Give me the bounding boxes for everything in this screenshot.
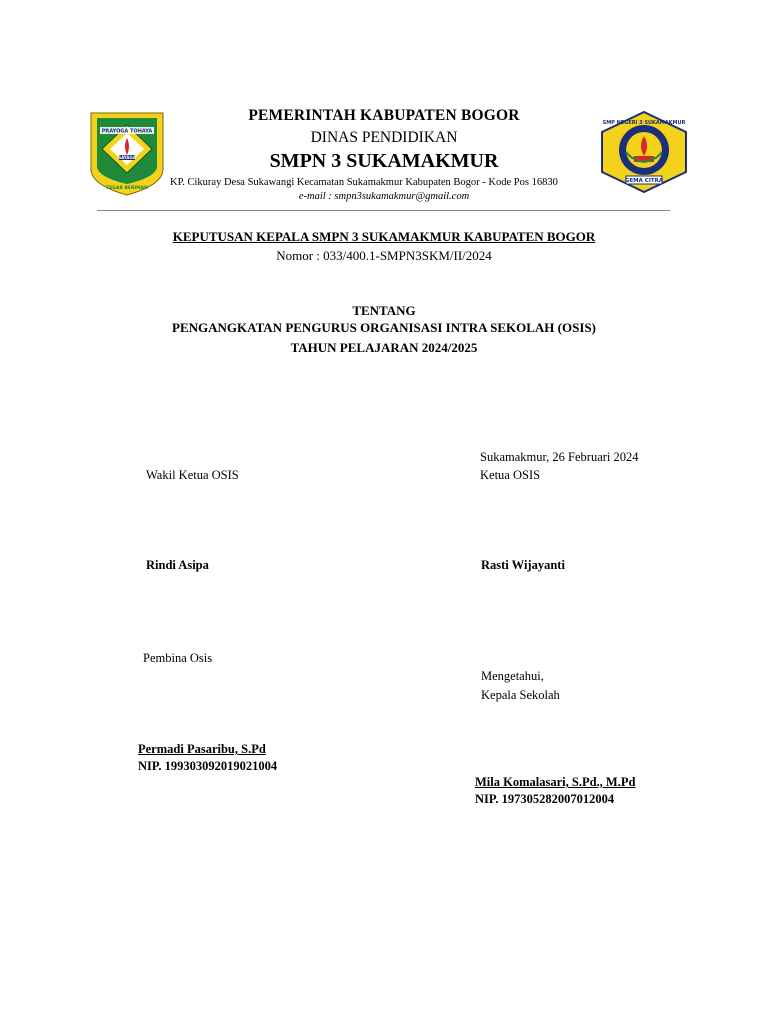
subject-line-2: TAHUN PELAJARAN 2024/2025	[290, 340, 478, 355]
school-email: e-mail : smpn3sukamakmur@gmail.com	[298, 191, 470, 202]
chair-role: Ketua OSIS	[480, 468, 541, 482]
advisor-nip: NIP. 199303092019021004	[138, 759, 278, 773]
chair-name: Rasti Wijayanti	[481, 558, 565, 572]
vice-chair-role: Wakil Ketua OSIS	[146, 468, 239, 482]
subject-label: TENTANG	[352, 303, 416, 318]
decree-number: Nomor : 033/400.1-SMPN3SKM/II/2024	[276, 248, 492, 263]
left-logo-motto: TEGAR BERIMAN	[106, 186, 148, 191]
left-logo-banner: PRAYOGA TOHAYA	[101, 128, 153, 135]
principal-name: Mila Komalasari, S.Pd., M.Pd	[475, 775, 636, 789]
department-name: DINAS PENDIDIKAN	[310, 129, 458, 146]
school-name: SMPN 3 SUKAMAKMUR	[269, 150, 499, 172]
government-name: PEMERINTAH KABUPATEN BOGOR	[248, 107, 520, 124]
subject-line-1: PENGANGKATAN PENGURUS ORGANISASI INTRA SEKOLAH (OSIS)	[172, 320, 596, 335]
right-logo-motto: GEMA CITRA	[624, 178, 664, 184]
school-address: KP. Cikuray Desa Sukawangi Kecamatan Sukamakmur Kabupaten Bogor - Kode Pos 16830	[170, 177, 558, 188]
left-logo-label: SAYAGA	[118, 155, 136, 160]
advisor-name: Permadi Pasaribu, S.Pd	[138, 742, 266, 756]
vice-chair-name: Rindi Asipa	[146, 558, 209, 572]
advisor-role: Pembina Osis	[143, 651, 213, 665]
acknowledged-label: Mengetahui,	[481, 669, 544, 683]
header-divider	[97, 210, 670, 211]
principal-role: Kepala Sekolah	[481, 688, 560, 702]
decree-title: KEPUTUSAN KEPALA SMPN 3 SUKAMAKMUR KABUPATEN BOGOR	[172, 229, 596, 244]
place-date: Sukamakmur, 26 Februari 2024	[480, 450, 639, 464]
principal-nip: NIP. 197305282007012004	[475, 792, 615, 806]
right-logo-ring-text: SMP NEGERI 3 SUKAMAKMUR	[602, 120, 686, 126]
